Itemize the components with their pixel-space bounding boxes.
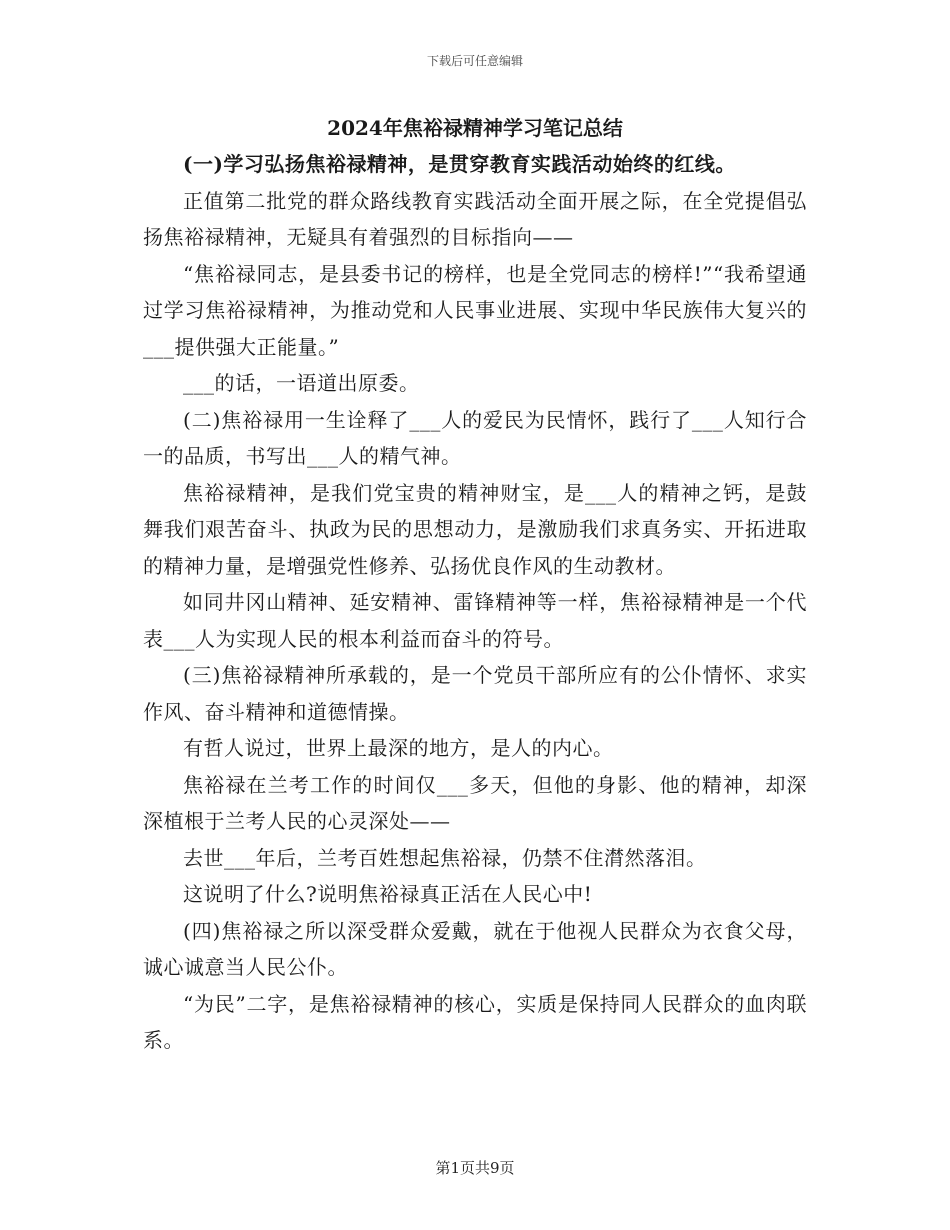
paragraph: “焦裕禄同志，是县委书记的榜样，也是全党同志的榜样!”“我希望通过学习焦裕禄精神，为推动党和人民事业进展、实现中华民族伟大复兴的___提供强大正能量。”: [143, 261, 807, 359]
paragraph: 这说明了什么?说明焦裕禄真正活在人民心中!: [183, 882, 593, 906]
paragraph: “为民”二字，是焦裕禄精神的核心，实质是保持同人民群众的血肉联系。: [143, 991, 807, 1052]
paragraph: 焦裕禄精神，是我们党宝贵的精神财宝，是___人的精神之钙，是鼓舞我们艰苦奋斗、执政为民的思想动力，是激励我们求真务实、开拓进取的精神力量，是增强党性修养、弘扬优良作风的生动教材。: [143, 480, 807, 578]
paragraph: 焦裕禄在兰考工作的时间仅___多天，但他的身影、他的精神，却深深植根于兰考人民的心灵深处——: [143, 772, 807, 833]
document-title: 2024年焦裕禄精神学习笔记总结: [327, 116, 623, 140]
section-heading-2: (二)焦裕禄用一生诠释了___人的爱民为民情怀，践行了___人知行合一的品质，书写出___人的精气神。: [143, 407, 807, 468]
paragraph: 正值第二批党的群众路线教育实践活动全面开展之际，在全党提倡弘扬焦裕禄精神，无疑具有着强烈的目标指向——: [143, 188, 807, 249]
document-body: [143, 110, 807, 1059]
page-number: 第1页共9页: [435, 1159, 515, 1177]
paragraph: 有哲人说过，世界上最深的地方，是人的内心。: [183, 736, 614, 760]
section-heading-1: (一)学习弘扬焦裕禄精神，是贯穿教育实践活动始终的红线。: [183, 152, 736, 176]
paragraph: ___的话，一语道出原委。: [183, 371, 420, 395]
download-note: 下载后可任意编辑: [426, 54, 523, 68]
section-heading-4: (四)焦裕禄之所以深受群众爱戴，就在于他视人民群众为衣食父母，诚心诚意当人民公仆。: [143, 918, 807, 979]
paragraph: 去世___年后，兰考百姓想起焦裕禄，仍禁不住潸然落泪。: [183, 845, 707, 870]
paragraph: 如同井冈山精神、延安精神、雷锋精神等一样，焦裕禄精神是一个代表___人为实现人民的根本利益而奋斗的符号。: [143, 590, 807, 651]
section-heading-3: (三)焦裕禄精神所承载的，是一个党员干部所应有的公仆情怀、求实作风、奋斗精神和道德情操。: [143, 663, 807, 724]
